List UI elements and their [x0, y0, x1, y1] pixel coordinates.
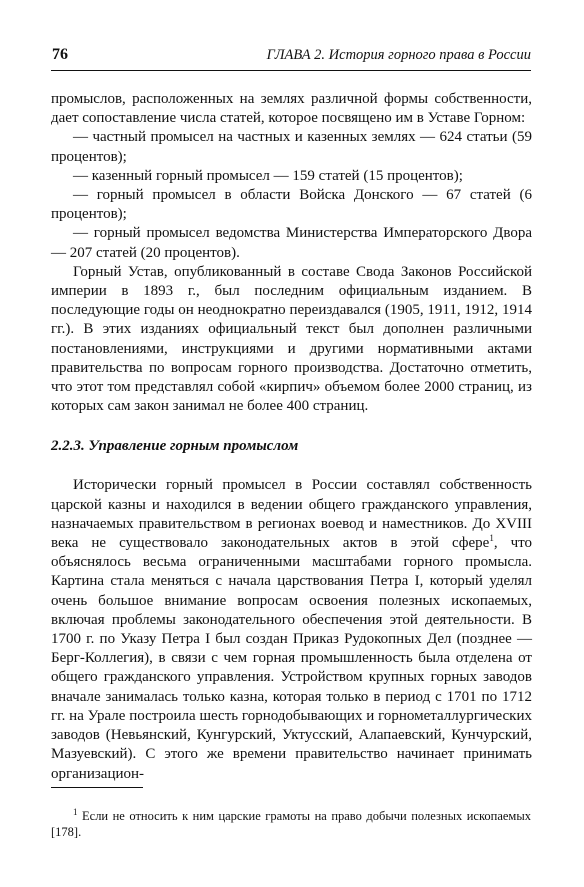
footnote-rule — [51, 787, 143, 788]
footnote-marker: 1 — [73, 806, 78, 817]
paragraph-mining-statute: Горный Устав, опубликованный в составе Свода Законов Российской империи в 1893 г., был последним официальным изданием. В последующие годы он неоднократно переиздавался (1905, 1911, 1912, 1914 гг.). В этих изданиях официальный текст был дополнен различными постановлениями, инструкциями и другими нормативными актами правительства по вопросам горного производства. Достаточно отметить, что этот том представлял собой «кирпич» объемом более 2000 страниц, из которых сам закон занимал не более 400 страниц. — [51, 263, 532, 415]
section-paragraph — [51, 476, 532, 783]
footnote-reference: 1 — [489, 533, 494, 544]
list-item-state-mining: — казенный горный промысел — 159 статей (15 процентов); — [73, 167, 463, 184]
running-head: ГЛАВА 2. История горного права в России — [266, 47, 531, 63]
footnote — [51, 808, 531, 840]
main-text — [51, 90, 532, 784]
list-item-imperial-court-mining: — горный промысел ведомства Министерства Императорского Двора — 207 статей (20 процентов). — [51, 225, 532, 261]
list-item-don-cossack-mining: — горный промысел в области Войска Донского — 67 статей (6 процентов); — [51, 187, 532, 223]
section-text-part-2: , что объяснялось весьма ограниченными масштабами горного промысла. Картина стала меняться с начала царствования Петра I, который уделял очень большое внимание вопросам освоения полезных ископаемых, включая проблемы законодательного обеспечения этой деятельности. В 1700 г. по Указу Петра I был создан Приказ Рудокопных Дел (позднее — Берг-Коллегия), в связи с чем горная промышленность была отделена от общего гражданского управления. Устройством крупных горных заводов вначале занималась только казна, которая только в период с 1701 по 1712 гг. на Урале построила шесть горнодобывающих и горнометаллургических заводов (Невьянский, Кунгурский, Уктусский, Алапаевский, Кунчурский, Мазуевский). С этого же времени правительство начинает принимать организацион- — [51, 535, 533, 782]
section-text-part-1: Исторически горный промысел в России составлял собственность царской казны и находился в ведении общего гражданского управления, назначаемых правительством в регионах воевод и наместников. До XVIII века не существовало законодательных актов в этой сфере — [51, 477, 532, 552]
header-rule — [51, 70, 531, 71]
page-number: 76 — [52, 46, 68, 63]
footnote-text: Если не относить к ним царские грамоты на право добычи полезных ископаемых [178]. — [51, 808, 531, 839]
list-item-private-mining: — частный промысел на частных и казенных землях — 624 статьи (59 процентов); — [51, 129, 532, 165]
section-heading: 2.2.3. Управление горным промыслом — [51, 438, 299, 455]
paragraph-continuation: промыслов, расположенных на землях различной формы собственности, дает сопоставление числа статей, которое посвящено им в Уставе Горном: — [51, 91, 532, 127]
page-header — [52, 46, 531, 68]
